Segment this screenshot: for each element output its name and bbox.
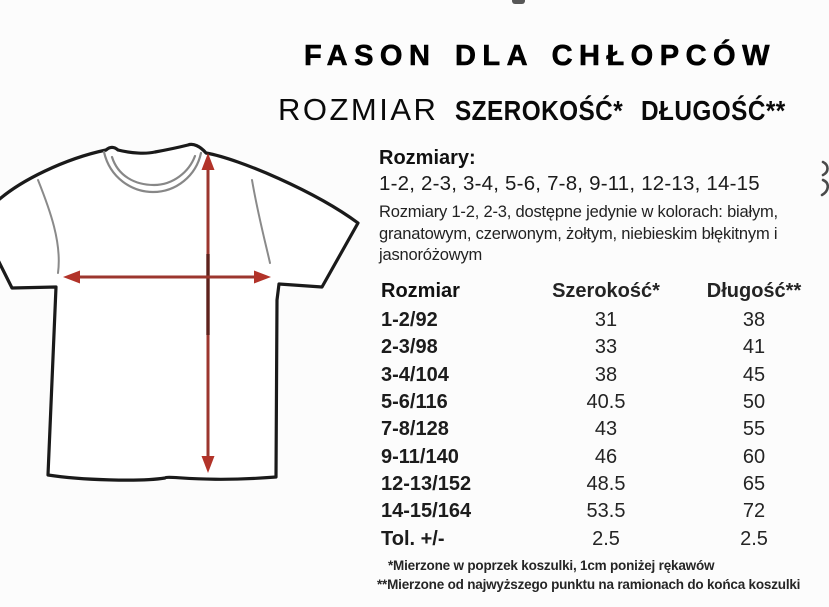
table-row-width: 38 <box>594 363 618 386</box>
tshirt-outline <box>0 144 358 480</box>
sizes-heading: Rozmiary: <box>379 147 476 169</box>
table-row-size: 9-11/140 <box>381 445 459 468</box>
table-row-size: Tol. +/- <box>381 527 445 550</box>
table-row-length: 65 <box>742 472 766 495</box>
table-row-size: 5-6/116 <box>381 391 448 414</box>
tshirt-diagram <box>0 140 380 540</box>
table-row-width: 48.5 <box>586 472 626 495</box>
table-row-length: 38 <box>742 309 766 332</box>
table-row-size: 14-15/164 <box>381 500 472 523</box>
sizes-info-section <box>379 146 819 267</box>
footnotes <box>377 557 800 594</box>
table-row-length: 60 <box>742 445 766 468</box>
table-row-length: 45 <box>742 363 766 386</box>
table-row-size: 2-3/98 <box>381 336 438 359</box>
sizes-list: 1-2, 2-3, 3-4, 5-6, 7-8, 9-11, 12-13, 14-15 <box>379 172 760 195</box>
table-row-width: 40.5 <box>586 391 626 414</box>
footnote-width-measurement: *Mierzone w poprzek koszulki, 1cm poniżej rękawów <box>388 558 715 573</box>
table-row-size: 3-4/104 <box>381 363 449 386</box>
table-row-width: 2.5 <box>592 527 620 550</box>
table-row-width: 43 <box>594 418 618 441</box>
subtitle-length-label: DŁUGOŚĆ** <box>641 95 786 126</box>
table-row-length: 41 <box>742 336 766 359</box>
footnote-length-measurement: **Mierzone od najwyższego punktu na ramionach do końca koszulki <box>377 576 801 592</box>
table-row-size: 1-2/92 <box>381 309 438 332</box>
table-row-length: 2.5 <box>740 527 768 550</box>
table-row-width: 31 <box>594 309 618 332</box>
page-title: FASON DLA CHŁOPCÓW <box>304 40 776 72</box>
color-availability-note: Rozmiary 1-2, 2-3, dostępne jedynie w kolorach: białym, granatowym, czerwonym, żołtym, niebieskim błękitnym i jasnoróżowym <box>379 203 778 264</box>
table-row-width: 46 <box>594 445 618 468</box>
table-row-length: 50 <box>742 391 766 414</box>
size-table <box>381 276 823 553</box>
column-header-size: Rozmiar <box>381 280 460 302</box>
table-row-size: 12-13/152 <box>381 472 472 495</box>
table-row-width: 33 <box>594 336 618 359</box>
cropped-text-artifact-top <box>512 0 525 4</box>
column-header-length: Długość** <box>706 280 802 302</box>
table-row-width: 53.5 <box>586 500 626 523</box>
column-header-width: Szerokość* <box>552 280 660 302</box>
subtitle-size-label: ROZMIAR <box>278 92 439 127</box>
table-row-length: 55 <box>742 418 766 441</box>
table-row-size: 7-8/128 <box>381 418 449 441</box>
table-row-length: 72 <box>742 500 766 523</box>
subtitle-width-label: SZEROKOŚĆ* <box>455 95 624 126</box>
